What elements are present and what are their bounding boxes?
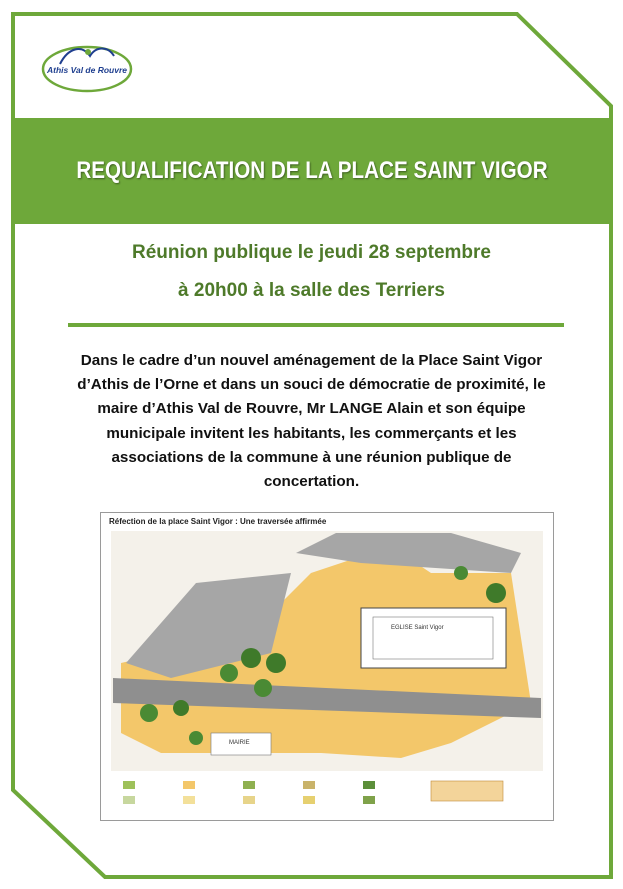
divider — [68, 323, 564, 327]
body-line: associations de la commune à une réunion publique de — [111, 448, 512, 466]
body-line: maire d’Athis Val de Rouvre, Mr LANGE Alain et son équipe — [97, 400, 526, 418]
body-paragraph — [40, 349, 583, 494]
meeting-time-place: à 20h00 à la salle des Terriers — [178, 280, 445, 301]
body-line: Dans le cadre d’un nouvel aménagement de la Place Saint Vigor — [80, 352, 543, 369]
title-banner — [13, 118, 611, 224]
site-plan-drawing — [101, 513, 553, 820]
body-line: d’Athis de l’Orne et dans un souci de démocratie de proximité, le — [77, 376, 546, 394]
body-line: municipale invitent les habitants, les commerçants et les — [106, 424, 517, 442]
town-hall-label: MAIRIE — [229, 740, 250, 746]
body-line: concertation. — [263, 473, 360, 491]
site-plan — [100, 512, 554, 821]
church-label: EGLISE Saint Vigor — [391, 625, 444, 631]
logo — [38, 38, 136, 96]
logo-text: Athis Val de Rouvre — [47, 65, 127, 75]
page-title: REQUALIFICATION DE LA PLACE SAINT VIGOR — [76, 157, 548, 184]
site-plan-title: Réfection de la place Saint Vigor : Une traversée affirmée — [109, 517, 327, 526]
meeting-date: Réunion publique le jeudi 28 septembre — [132, 242, 491, 263]
